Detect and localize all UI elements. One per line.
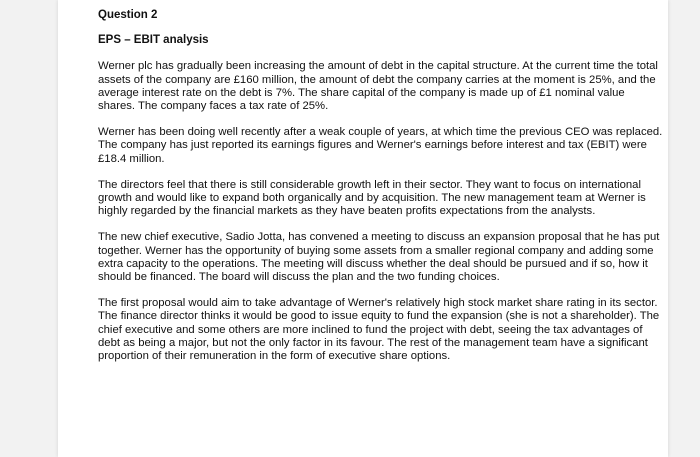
paragraph-2: Werner has been doing well recently after a weak couple of years, at which time the previous CEO was replaced. The company has just reported its earnings figures and Werner's earnings before interest and tax (EBIT) were £18.4 million. <box>98 126 663 165</box>
paragraph-4: The new chief executive, Sadio Jotta, has convened a meeting to discuss an expansion proposal that he has put together. Werner has the opportunity of buying some assets from a smaller regional company and adding some extra capacity to the operations. The meeting will discuss whether the deal should be pursued and if so, how it should be financed. The board will discuss the plan and the two funding choices. <box>98 231 660 284</box>
paragraph-1: Werner plc has gradually been increasing the amount of debt in the capital structure. At the current time the total assets of the company are £160 million, the amount of debt the company carries at the moment is 25%, and the average interest rate on the debt is 7%. The share capital of the company is made up of £1 nominal value shares. The company faces a tax rate of 25%. <box>98 60 658 113</box>
paragraph-3: The directors feel that there is still considerable growth left in their sector. They want to focus on international growth and would like to expand both organically and by acquisition. The new management team at Werner is highly regarded by the financial markets as they have beaten profits expectations from the analysts. <box>98 178 646 218</box>
document-page <box>58 0 668 457</box>
paragraph-5: The first proposal would aim to take advantage of Werner's relatively high stock market share rating in its sector. The finance director thinks it would be good to issue equity to fund the expansion (she is not a shareholder). The chief executive and some others are more inclined to fund the project with debt, seeing the tax advantages of debt as being a major, but not the only factor in its favour. The rest of the management team have a significant proportion of their remuneration in the form of executive share options. <box>98 297 660 363</box>
section-title: EPS – EBIT analysis <box>98 34 209 47</box>
question-title: Question 2 <box>98 9 158 21</box>
document-content <box>98 9 663 363</box>
